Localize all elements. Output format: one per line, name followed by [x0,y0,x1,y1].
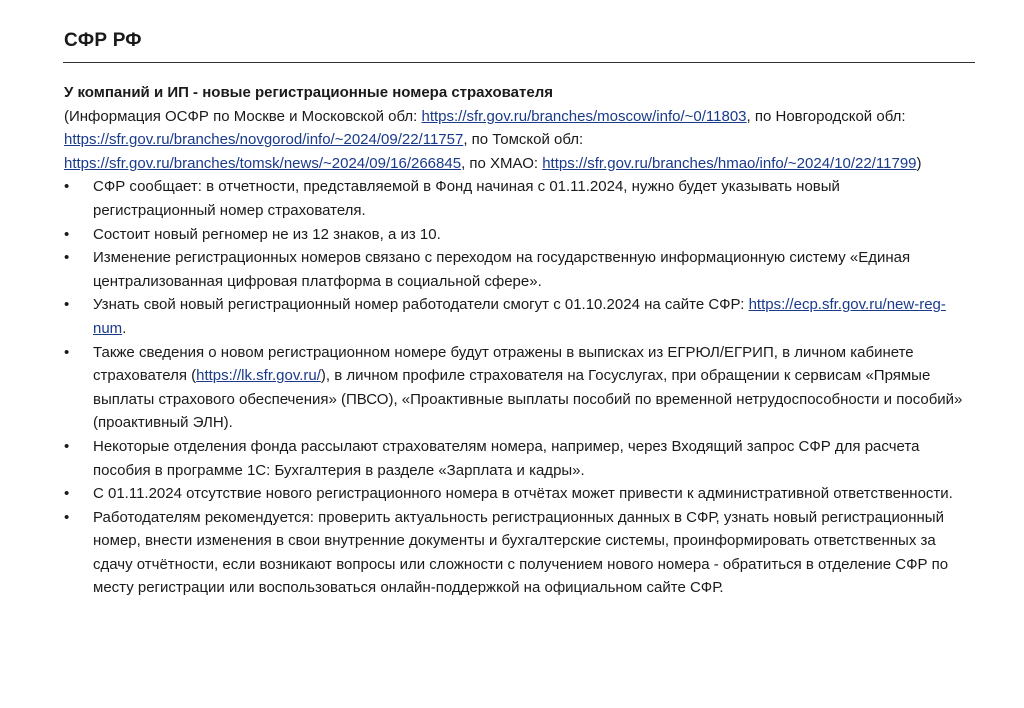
link-hmao[interactable]: https://sfr.gov.ru/branches/hmao/info/~2024/10/22/11799 [542,154,917,172]
bullet-item [64,482,964,506]
bullet-text-end: . [122,319,127,337]
bullet-text: Состоит новый регномер не из 12 знаков, а из 10. [93,225,441,243]
link-tomsk[interactable]: https://sfr.gov.ru/branches/tomsk/news/~2024/09/16/266845 [64,154,462,172]
link-lk-sfr[interactable]: https://lk.sfr.gov.ru/ [196,367,321,385]
bullet-text: С 01.11.2024 отсутствие нового регистрационного номера в отчётах может привести к административной ответственности. [93,485,953,503]
bullet-text: СФР сообщает: в отчетности, представляемой в Фонд начиная с 01.11.2024, нужно будет указывать новый регистрационный номер страхователя. [93,178,840,219]
content-heading: У компаний и ИП - новые регистрационные номера страхователя [64,84,553,101]
slide-title: СФР РФ [64,30,142,51]
bullet-marker: • [64,296,70,314]
bullet-text: Узнать свой новый регистрационный номер работодатели смогут с 01.10.2024 на сайте СФР: [93,296,749,314]
intro-text-4: , по ХМАО: [461,154,543,172]
intro-text-2: , по Новгородской обл: [746,107,906,125]
intro-text-5: ) [916,154,922,172]
bullet-item [64,175,964,222]
intro-text-3: , по Томской обл: [463,131,584,149]
bullet-text: Также сведения о новом регистрационном номере будут отражены в выписках из ЕГРЮЛ/ЕГРИП, в личном кабинете страхователя ( [93,343,914,385]
link-new-reg-num[interactable]: https://ecp.sfr.gov.ru/new-reg-num [93,296,946,337]
bullet-text: Изменение регистрационных номеров связано с переходом на государственную информационную систему «Единая централизованная цифровая платформа в социальной сфере». [93,249,911,290]
bullet-text: Работодателям рекомендуется: проверить актуальность регистрационных данных в СФР, узнать новый регистрационный номер, внести изменения в свои внутренние документы и бухгалтерские системы, проинформировать ответственных за сдачу отчётности, если возникают вопросы или сложности с получением нового номера - обратиться в отделение СФР по месту регистрации или воспользоваться онлайн-поддержкой на официальном сайте СФР. [93,508,949,597]
bullet-marker: • [64,343,70,361]
link-moscow[interactable]: https://sfr.gov.ru/branches/moscow/info/~0/11803 [421,107,747,125]
bullet-item [64,223,964,247]
link-novgorod[interactable]: https://sfr.gov.ru/branches/novgorod/info/~2024/09/22/11757 [64,131,464,149]
bullet-item [64,246,964,293]
bullet-marker: • [64,437,70,455]
bullet-list [64,175,964,600]
bullet-text: Некоторые отделения фонда рассылают страхователям номера, например, через Входящий запрос СФР для расчета пособия в программе 1С: Бухгалтерия в разделе «Зарплата и кадры». [93,437,920,479]
bullet-item [64,293,964,340]
bullet-item [64,506,964,600]
intro-text-1: (Информация ОСФР по Москве и Московской обл: [64,107,422,125]
bullet-item [64,341,964,435]
intro-paragraph [64,105,964,176]
slide-content [64,81,964,600]
bullet-marker: • [64,178,70,196]
bullet-marker: • [64,225,70,243]
bullet-text-end: ), в личном профиле страхователя на Госуслугах, при обращении к сервисам «Прямые выплаты страхового обеспечения» (ПВСО), «Проактивные выплаты пособий по временной нетрудоспособности и пособий» (проактивный ЭЛН). [93,367,963,432]
bullet-marker: • [64,249,70,267]
bullet-item [64,435,964,482]
bullet-marker: • [64,485,70,503]
title-divider [63,62,975,63]
bullet-marker: • [64,508,70,526]
